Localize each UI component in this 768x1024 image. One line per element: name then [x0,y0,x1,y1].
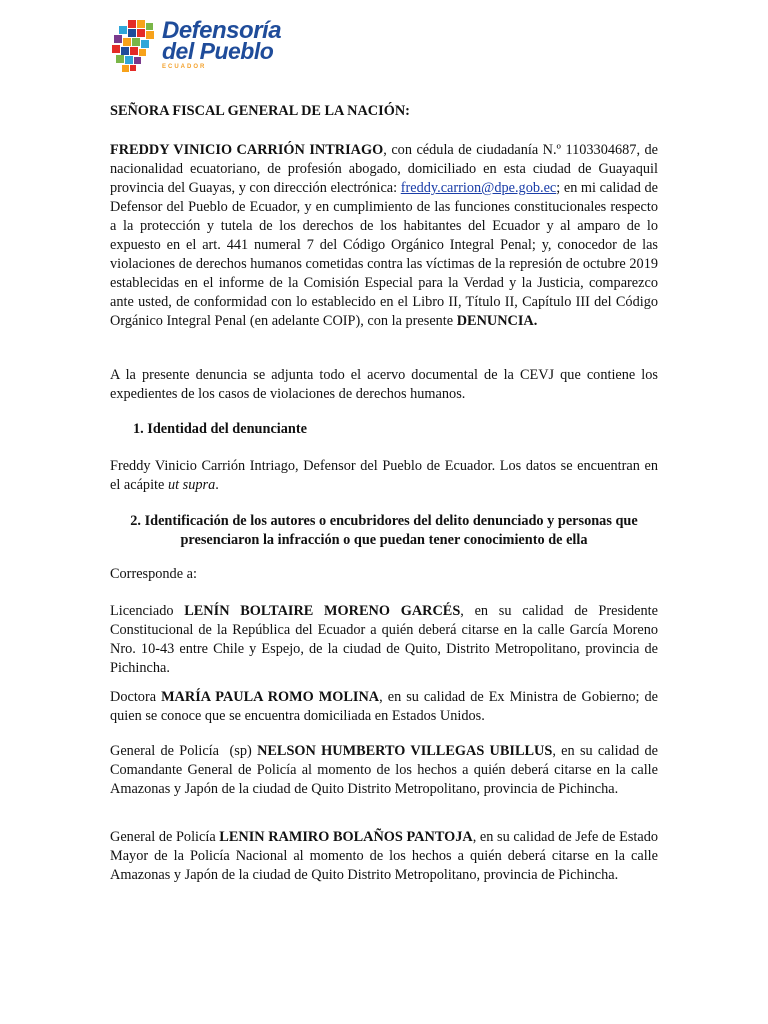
complainant-name: FREDDY VINICIO CARRIÓN INTRIAGO [110,142,384,158]
logo-line-3: ECUADOR [162,64,207,70]
denuncia-label: DENUNCIA. [456,313,538,329]
person-text: , en su calidad de Jefe de Estado Mayor de la Policía Nacional al momento de los hechos a quién deberá citarse en la calle Amazonas y Japón de la ciudad de Quito Distrito Metropolitano, provincia de Pichincha. [110,829,658,883]
person-text: , en su calidad de Presidente Constitucional de la República del Ecuador a quién deberá citarse en la calle García Moreno Nro. 10-43 entre Chile y Espejo, de la ciudad de Quito, Distrito Metropolitano, provincia de Pichincha. [110,603,658,676]
intro-text-2: ; en mi calidad de Defensor del Pueblo de Ecuador, y en cumplimiento de las funciones constitucionales respecto a la protección y tutela de los derechos de los habitantes del Ecuador y al amparo de lo expuesto en el art. 441 numeral 7 del Código Orgánico Integral Penal; y, conocedor de las violaciones de derechos humanos cometidas contra las víctimas de la represión de octubre 2019 establecidas en el informe de la Comisión Especial para la Verdad y la Justicia, comparezco ante usted, de conformidad con lo establecido en el Libro II, Título II, Capítulo III del Código Orgánico Integral Penal (en adelante COIP), con la presente [110,180,658,329]
person-prefix: Licenciado [110,603,185,619]
person-name: MARÍA PAULA ROMO MOLINA [161,689,380,705]
person-prefix: General de Policía [110,829,220,845]
person-prefix: General de Policía (sp) [110,743,258,759]
section-1-text: Freddy Vinicio Carrión Intriago, Defensor del Pueblo de Ecuador. Los datos se encuentran en el acápite [110,458,658,493]
intro-paragraph [110,141,658,331]
defensoria-logo [108,17,282,74]
email-link[interactable]: freddy.carrion@dpe.gob.ec [400,180,557,196]
logo-line-1: Defensoría [162,17,282,44]
ecuador-map-icon [108,18,164,74]
person-text: , en su calidad de Ex Ministra de Gobierno; de quien se conoce que se encuentra domiciliada en Estados Unidos. [110,689,658,724]
person-paragraph [110,828,658,885]
person-paragraph [110,602,658,678]
document-heading: SEÑORA FISCAL GENERAL DE LA NACIÓN: [110,103,410,119]
section-1-end: . [215,477,219,493]
attachment-paragraph: A la presente denuncia se adjunta todo el acervo documental de la CEVJ que contiene los expedientes de los casos de violaciones de derechos humanos. [110,367,658,402]
section-2-title: 2. Identificación de los autores o encubridores del delito denunciado y personas que presenciaron la infracción o que puedan tener conocimiento de ella [130,513,638,548]
section-1-paragraph [110,457,658,495]
person-prefix: Doctora [110,689,162,705]
person-name: LENÍN BOLTAIRE MORENO GARCÉS [184,603,461,619]
person-name: LENIN RAMIRO BOLAÑOS PANTOJA [219,829,473,845]
person-paragraph [110,742,658,799]
person-text: , en su calidad de Comandante General de Policía al momento de los hechos a quién deberá citarse en la calle Amazonas y Japón de la ciudad de Quito Distrito Metropolitano, provincia de Pichincha. [110,743,658,797]
logo-line-2: del Pueblo [162,38,274,64]
person-name: NELSON HUMBERTO VILLEGAS UBILLUS [257,743,553,759]
section-1-title: 1. Identidad del denunciante [133,421,307,437]
intro-text-1: , con cédula de ciudadanía N.º 1103304687, de nacionalidad ecuatoriano, de profesión abogado, domiciliado en esta ciudad de Guayaquil provincia del Guayas, y con dirección electrónica: [110,142,659,196]
section-1-italic: ut supra [167,477,216,493]
corresponde-text: Corresponde a: [110,566,197,582]
person-paragraph [110,688,658,726]
